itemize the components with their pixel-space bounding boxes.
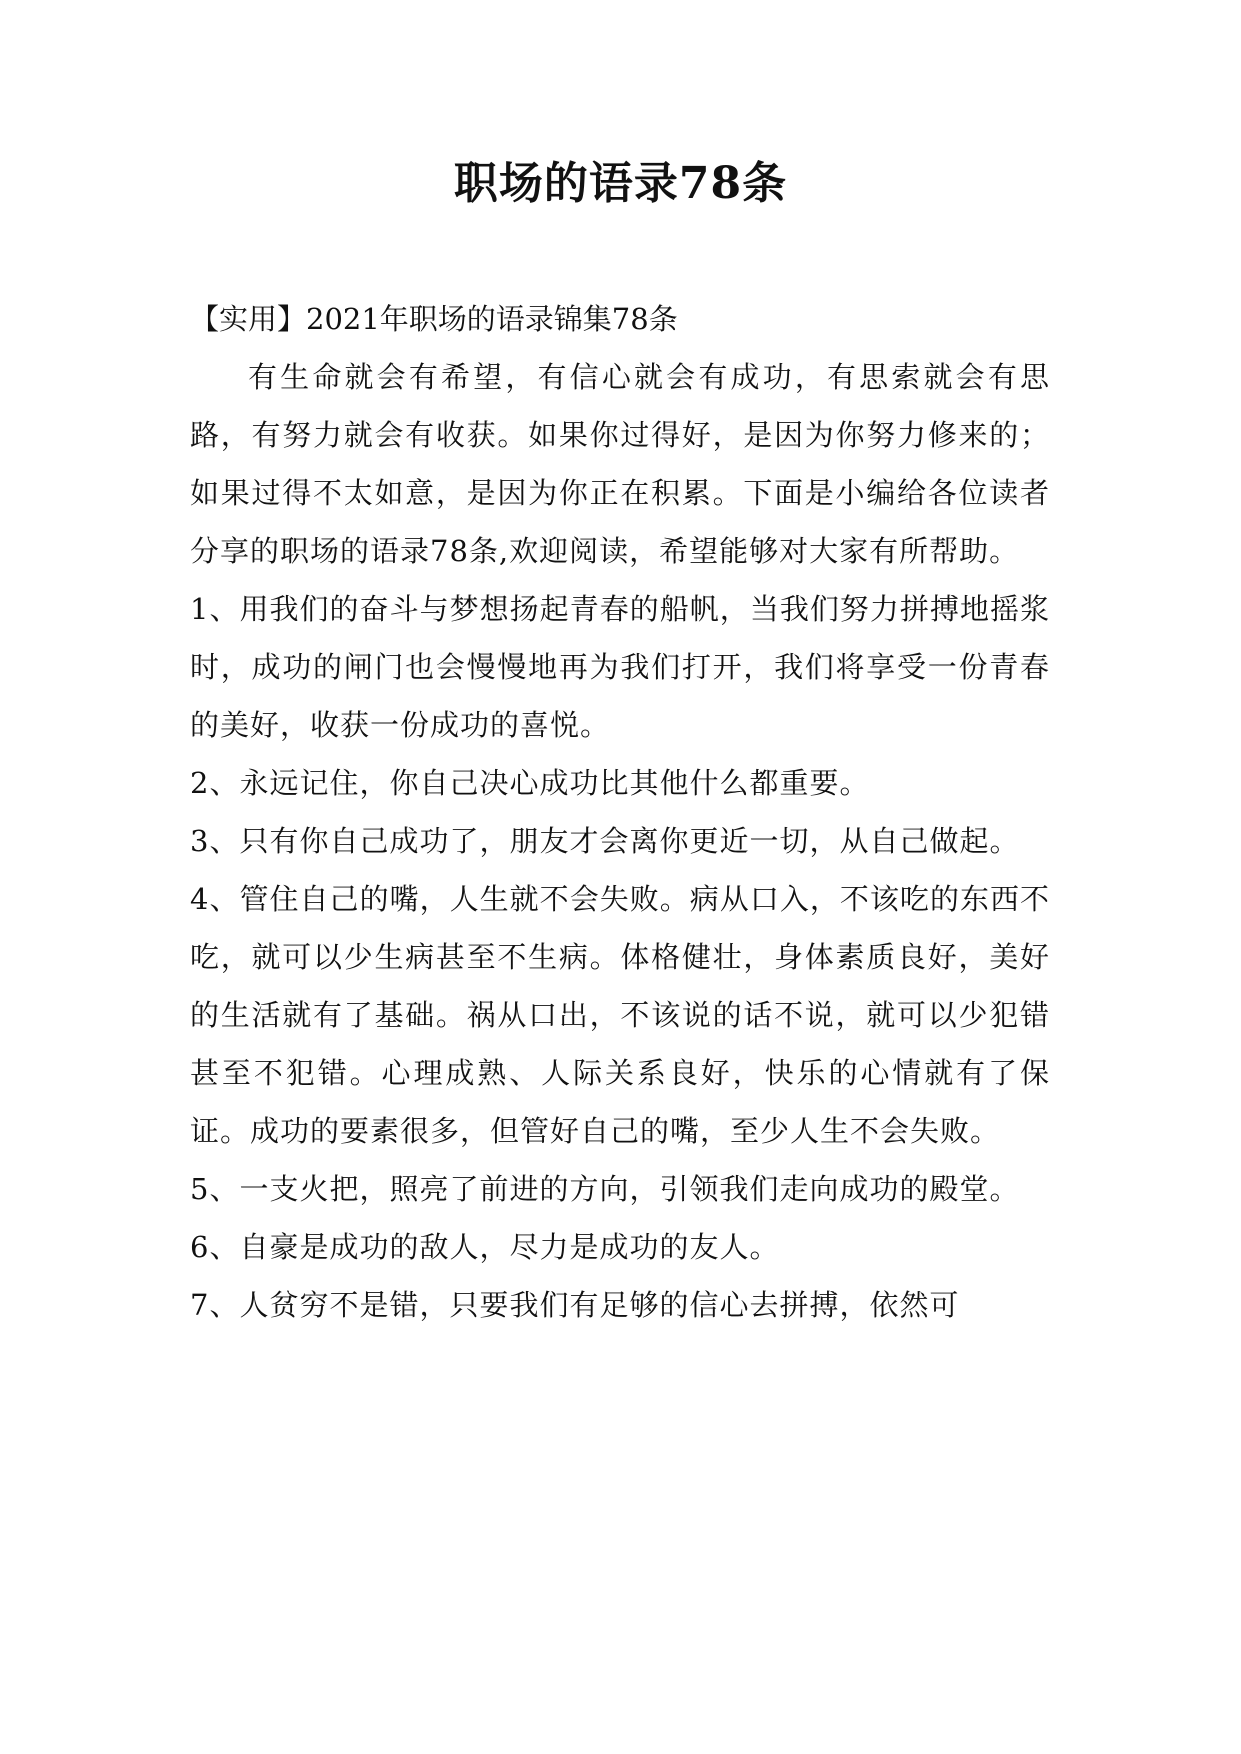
intro-paragraph: 有生命就会有希望，有信心就会有成功，有思索就会有思路，有努力就会有收获。如果你过得好，是因为你努力修来的；如果过得不太如意，是因为你正在积累。下面是小编给各位读者分享的职场的语录78条,欢迎阅读，希望能够对大家有所帮助。 (190, 360, 1050, 568)
quote-item-3: 3、只有你自己成功了，朋友才会离你更近一切，从自己做起。 (190, 824, 1020, 858)
quote-item-4: 4、管住自己的嘴，人生就不会失败。病从口入，不该吃的东西不吃，就可以少生病甚至不生病。体格健壮，身体素质良好，美好的生活就有了基础。祸从口出，不该说的话不说，就可以少犯错甚至不犯错。心理成熟、人际关系良好，快乐的心情就有了保证。成功的要素很多，但管好自己的嘴，至少人生不会失败。 (190, 882, 1050, 1148)
quote-item-5: 5、一支火把，照亮了前进的方向，引领我们走向成功的殿堂。 (190, 1172, 1020, 1206)
quote-item-6: 6、自豪是成功的敌人，尽力是成功的友人。 (190, 1230, 780, 1264)
document-body (190, 290, 1050, 1334)
document-title: 职场的语录78条 (453, 158, 788, 209)
document-subtitle: 【实用】2021年职场的语录锦集78条 (190, 302, 678, 336)
quote-item-2: 2、永远记住，你自己决心成功比其他什么都重要。 (190, 766, 870, 800)
quote-item-1: 1、用我们的奋斗与梦想扬起青春的船帆，当我们努力拼搏地摇浆时，成功的闸门也会慢慢地再为我们打开，我们将享受一份青春的美好，收获一份成功的喜悦。 (190, 592, 1050, 742)
quote-item-7: 7、人贫穷不是错，只要我们有足够的信心去拼搏，依然可 (190, 1288, 960, 1322)
